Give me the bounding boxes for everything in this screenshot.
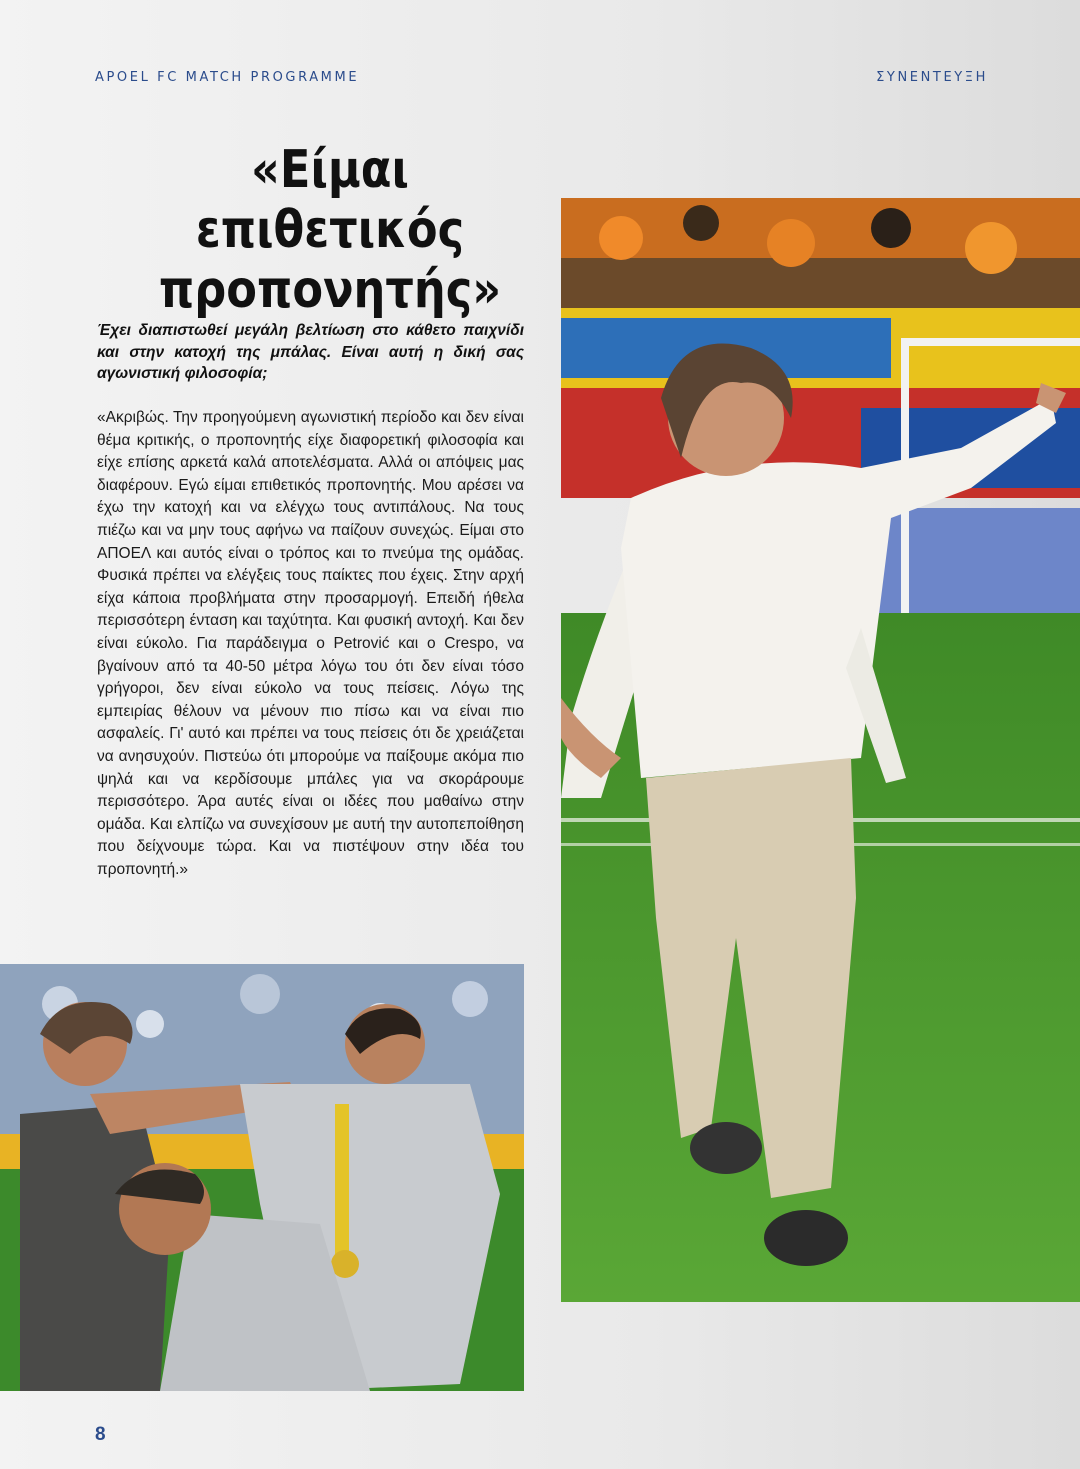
coach-celebration-photo [561,198,1080,1302]
article-title [115,140,545,320]
interview-question: Έχει διαπιστωθεί μεγάλη βελτίωση στο κάθετο παιχνίδι και στην κατοχή της μπάλας. Είναι αυτή η δική σας αγωνιστική φιλοσοφία; [97,322,524,382]
page-number: 8 [95,1424,106,1445]
title-line-2: προπονητής» [158,260,502,320]
team-celebration-photo [0,964,524,1391]
interview-answer: «Ακριβώς. Την προηγούμενη αγωνιστική περίοδο και δεν είναι θέμα κριτικής, ο προπονητής είχε διαφορετική φιλοσοφία και είχε επίσης αρκετά καλά αποτελέσματα. Αλλά οι απόψεις μας διαφέρουν. Εγώ είμαι επιθετικός προπονητής. Μου αρέσει να έχω την κατοχή και να ελέγχω τους αντιπάλους. Να τους πιέζω και να μην τους αφήνω να παίζουν συνεχώς. Είμαι στο ΑΠΟΕΛ και αυτός είναι ο τρόπος και το πνεύμα της ομάδας. Φυσικά πρέπει να ελέγξεις τους παίκτες που έχεις. Στην αρχή είχα κάποια προβλήματα στην προσαρμογή. Επειδή ήθελα περισσότερη ένταση και ταχύτητα. Και φυσική αντοχή. Και δεν είναι εύκολο. Για παράδειγμα ο Petrović και ο Crespo, να βγαίνουν από τα 40-50 μέτρα λόγω του ότι δεν είναι τόσο γρήγοροι, δεν είναι εύκολο να τους πείσεις. Λόγω της εμπειρίας θέλουν να μένουν πιο πίσω και να είναι πιο ασφαλείς. Γι' αυτό και πρέπει να τους πείσεις ότι δε χρειάζεται να ανησυχούν. Πιστεύω ότι μπορούμε να παίξουμε ακόμα πιο ψηλά και να κερδίσουμε μπάλες για να σκοράρουμε περισσότερο. Άρα αυτές είναι οι ιδέες που μαθαίνω στην ομάδα. Και ελπίζω να συνεχίσουν με αυτή την αυτοπεποίθηση που δείχνουμε τώρα. Και να πιστέψουν στην ιδέα του προπονητή.» [97,409,524,878]
section-label: ΣΥΝΕΝΤΕΥΞΗ [876,70,988,85]
publication-name: APOEL FC MATCH PROGRAMME [95,70,360,85]
title-line-1: «Είμαι επιθετικός [195,140,465,260]
